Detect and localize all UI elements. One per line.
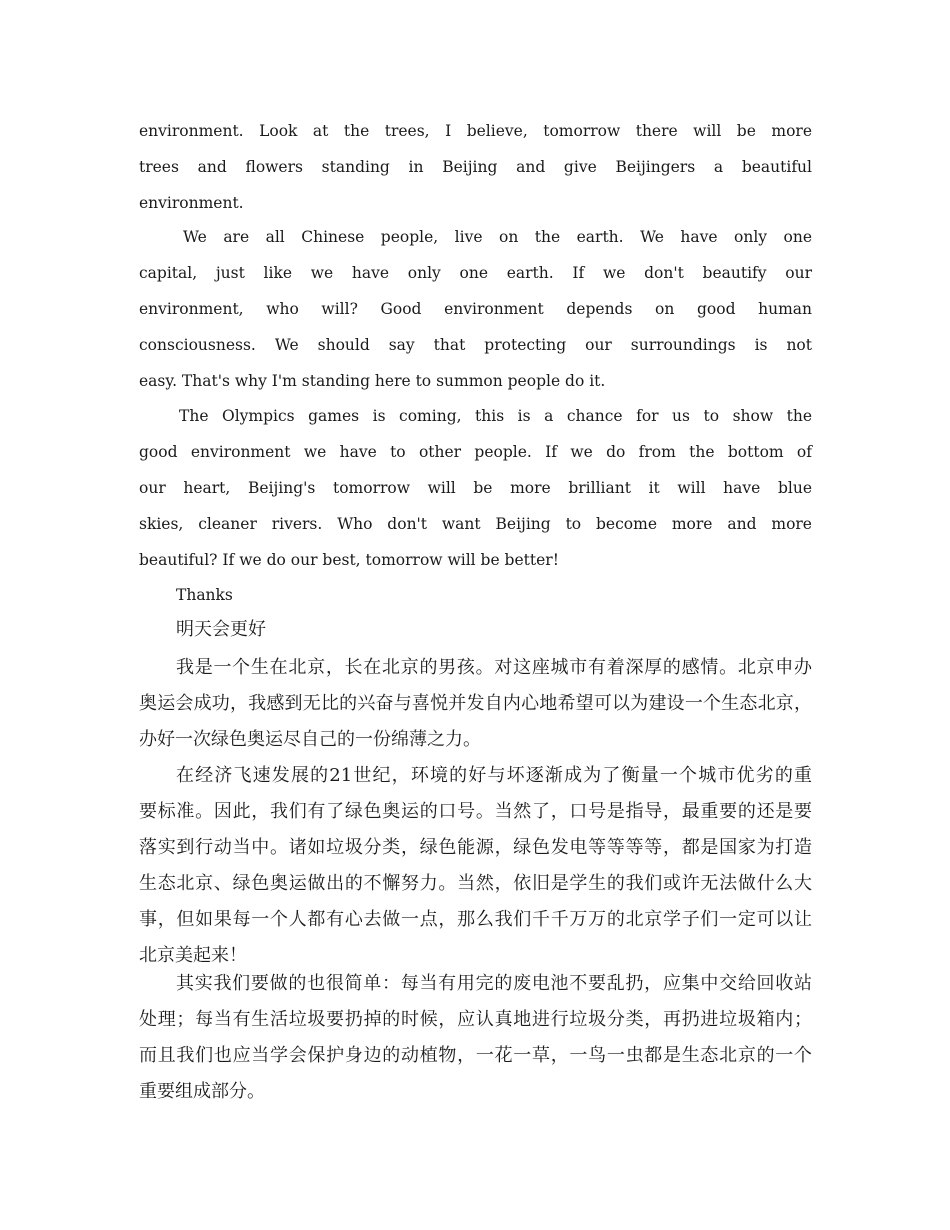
thanks-line: Thanks [176, 586, 233, 604]
text-line: skies, cleaner rivers. Who don't want Beijing to become more and more [139, 515, 812, 533]
text-line: 在经济飞速发展的21世纪，环境的好与坏逐渐成为了衡量一个城市优劣的重 [176, 765, 812, 786]
text-line: consciousness. We should say that protecting our surroundings is not [139, 336, 812, 354]
cn-paragraph-intro [139, 650, 812, 758]
text-line: 要标准。因此，我们有了绿色奥运的口号。当然了，口号是指导，最重要的还是要 [139, 801, 812, 822]
text-line: 重要组成部分。 [139, 1081, 265, 1102]
text-line: our heart, Beijing's tomorrow will be more brilliant it will have blue [139, 479, 812, 497]
text-line: 办好一次绿色奥运尽自己的一份绵薄之力。 [139, 729, 481, 750]
text-line: 我是一个生在北京，长在北京的男孩。对这座城市有着深厚的感情。北京申办 [176, 657, 812, 678]
text-line: environment. [139, 194, 244, 212]
cn-paragraph-green-olympics [139, 758, 812, 974]
text-line: 而且我们也应当学会保护身边的动植物，一花一草，一鸟一虫都是生态北京的一个 [139, 1045, 812, 1066]
text-line: 其实我们要做的也很简单：每当有用完的废电池不要乱扔，应集中交给回收站 [176, 973, 812, 994]
text-line: 事，但如果每一个人都有心去做一点，那么我们千千万万的北京学子们一定可以让 [139, 909, 812, 930]
text-line: 北京美起来！ [139, 945, 247, 966]
paragraph-chinese-people [139, 219, 812, 399]
text-line: capital, just like we have only one earth. If we don't beautify our [139, 264, 812, 282]
text-line: 处理；每当有生活垃圾要扔掉的时候，应认真地进行垃圾分类，再扔进垃圾箱内； [139, 1009, 812, 1030]
text-line: The Olympics games is coming, this is a chance for us to show the [179, 407, 812, 425]
text-line: environment, who will? Good environment depends on good human [139, 300, 812, 318]
text-line: 生态北京、绿色奥运做出的不懈努力。当然，依旧是学生的我们或许无法做什么大 [139, 873, 812, 894]
text-line: easy. That's why I'm standing here to summon people do it. [139, 372, 606, 390]
text-line: 落实到行动当中。诸如垃圾分类，绿色能源，绿色发电等等等等，都是国家为打造 [139, 837, 812, 858]
paragraph-olympics [139, 398, 812, 578]
text-line: good environment we have to other people. If we do from the bottom of [139, 443, 812, 461]
text-line: 奥运会成功，我感到无比的兴奋与喜悦并发自内心地希望可以为建设一个生态北京， [139, 693, 812, 714]
cn-paragraph-simple-actions [139, 966, 812, 1110]
text-line: We are all Chinese people, live on the earth. We have only one [183, 228, 812, 246]
text-line: beautiful? If we do our best, tomorrow will be better! [139, 551, 559, 569]
essay-title: 明天会更好 [176, 619, 266, 640]
text-line: environment. Look at the trees, I believe, tomorrow there will be more [139, 122, 812, 140]
paragraph-environment-continuation [139, 113, 812, 221]
text-line: trees and flowers standing in Beijing and give Beijingers a beautiful [139, 158, 812, 176]
